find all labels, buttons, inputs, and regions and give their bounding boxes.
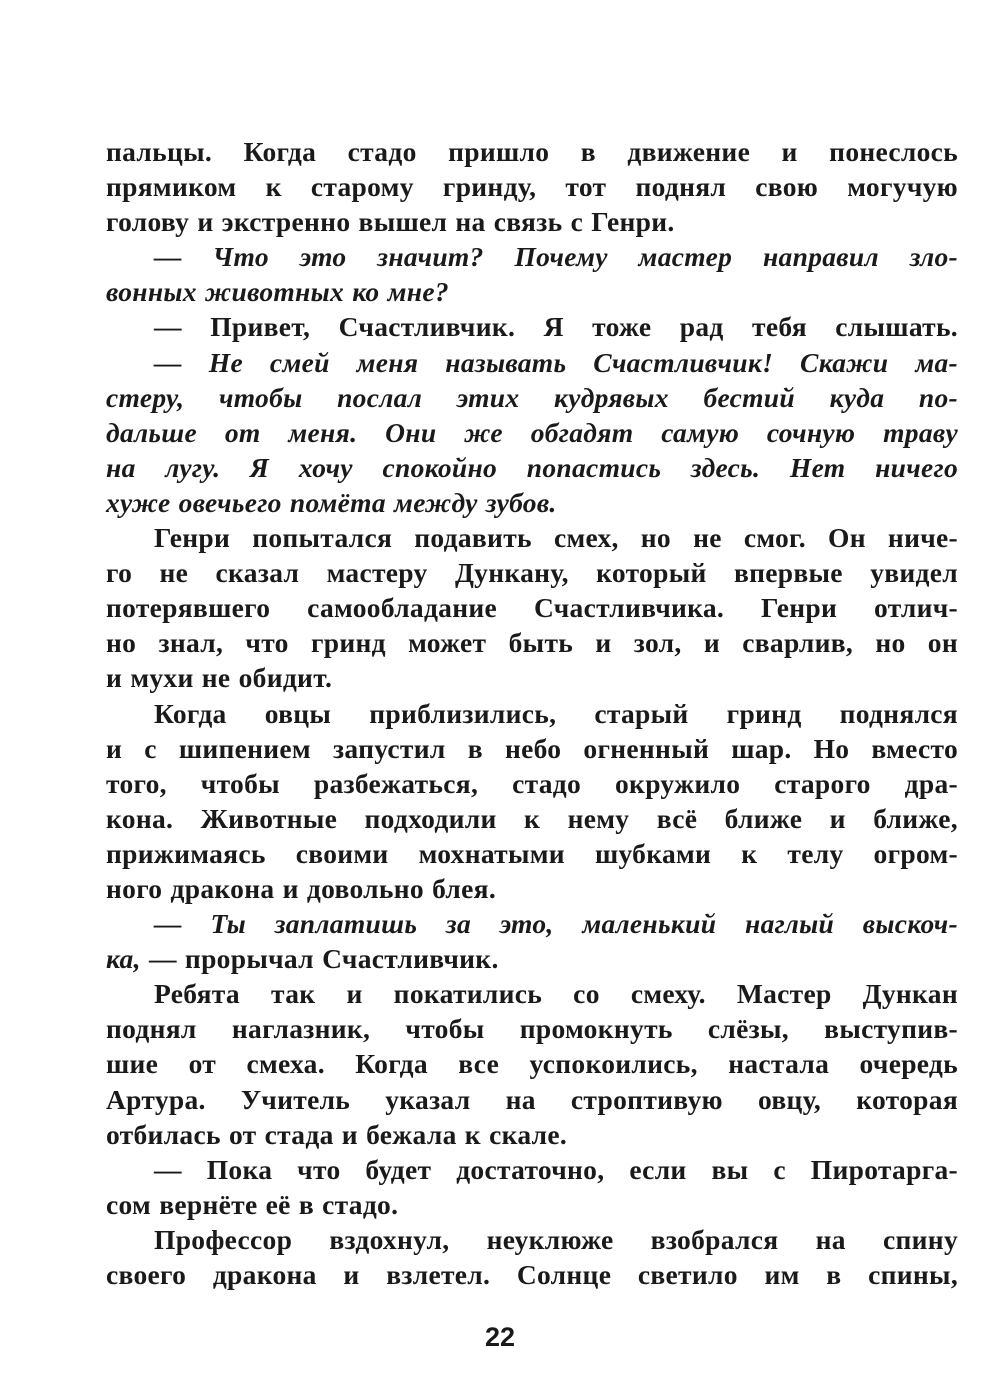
text-line: хуже овечьего помёта между зубов. <box>106 486 557 518</box>
book-page-text <box>106 134 958 1292</box>
text-line: и с шипением запустил в небо огненный шар. Но вместо <box>106 732 958 764</box>
text-line: потерявшего самообладание Счастливчика. Генри отлич- <box>106 592 958 624</box>
text-line: на лугу. Я хочу спокойно попастись здесь. Нет ничего <box>106 451 958 483</box>
text-line: шие от смеха. Когда все успокоились, настала очередь <box>106 1048 958 1080</box>
text-line: прижимаясь своими мохнатыми шубками к телу огром- <box>106 837 958 869</box>
text-line: сом вернёте её в стадо. <box>106 1188 399 1220</box>
text-line: вонных животных ко мне? <box>106 276 449 308</box>
text-line: Профессор вздохнул, неуклюже взобрался на спину <box>154 1223 958 1255</box>
text-line: дальше от меня. Они же обгадят самую сочную траву <box>106 416 958 448</box>
text-line: кона. Животные подходили к нему всё ближе и ближе, <box>106 802 958 834</box>
text-line: но знал, что гринд может быть и зол, и сварлив, но он <box>106 627 958 659</box>
text-line: пальцы. Когда стадо пришло в движение и понеслось <box>106 136 958 167</box>
text-fragment: — прорычал Счастливчик. <box>140 943 499 975</box>
text-line: Ребята так и покатились со смеху. Мастер Дункан <box>154 978 958 1010</box>
text-line: Когда овцы приблизились, старый гринд поднялся <box>154 697 958 729</box>
text-line: и мухи не обидит. <box>106 662 333 694</box>
text-line: Артура. Учитель указал на строптивую овцу, которая <box>106 1083 958 1115</box>
text-line: ного дракона и довольно блея. <box>106 872 497 904</box>
text-line: своего дракона и взлетел. Солнце светило им в спины, <box>106 1259 958 1290</box>
text-line: поднял наглазник, чтобы промокнуть слёзы, выступив- <box>106 1013 958 1045</box>
text-line <box>106 941 958 976</box>
text-line: Генри попытался подавить смех, но не смог. Он ниче- <box>154 522 958 554</box>
text-line: стеру, чтобы послал этих кудрявых бестий куда по- <box>106 381 958 413</box>
text-line: — Не смей меня называть Счастливчик! Скажи ма- <box>154 346 958 378</box>
text-line: — Что это значит? Почему мастер направил зло- <box>154 241 958 273</box>
text-line: голову и экстренно вышел на связь с Генри. <box>106 206 675 238</box>
text-line: — Ты заплатишь за это, маленький наглый выскоч- <box>154 908 958 940</box>
text-line: прямиком к старому гринду, тот поднял свою могучую <box>106 171 958 203</box>
italic-fragment: ка, <box>106 943 141 975</box>
text-line: того, чтобы разбежаться, стадо окружило старого дра- <box>106 767 958 799</box>
text-line: отбилась от стада и бежала к скале. <box>106 1118 568 1150</box>
text-line: — Привет, Счастливчик. Я тоже рад тебя слышать. <box>154 311 958 343</box>
page-number: 22 <box>484 1322 516 1352</box>
text-line: го не сказал мастеру Дункану, который впервые увидел <box>106 557 958 589</box>
text-line: — Пока что будет достаточно, если вы с Пиротарга- <box>154 1153 958 1185</box>
